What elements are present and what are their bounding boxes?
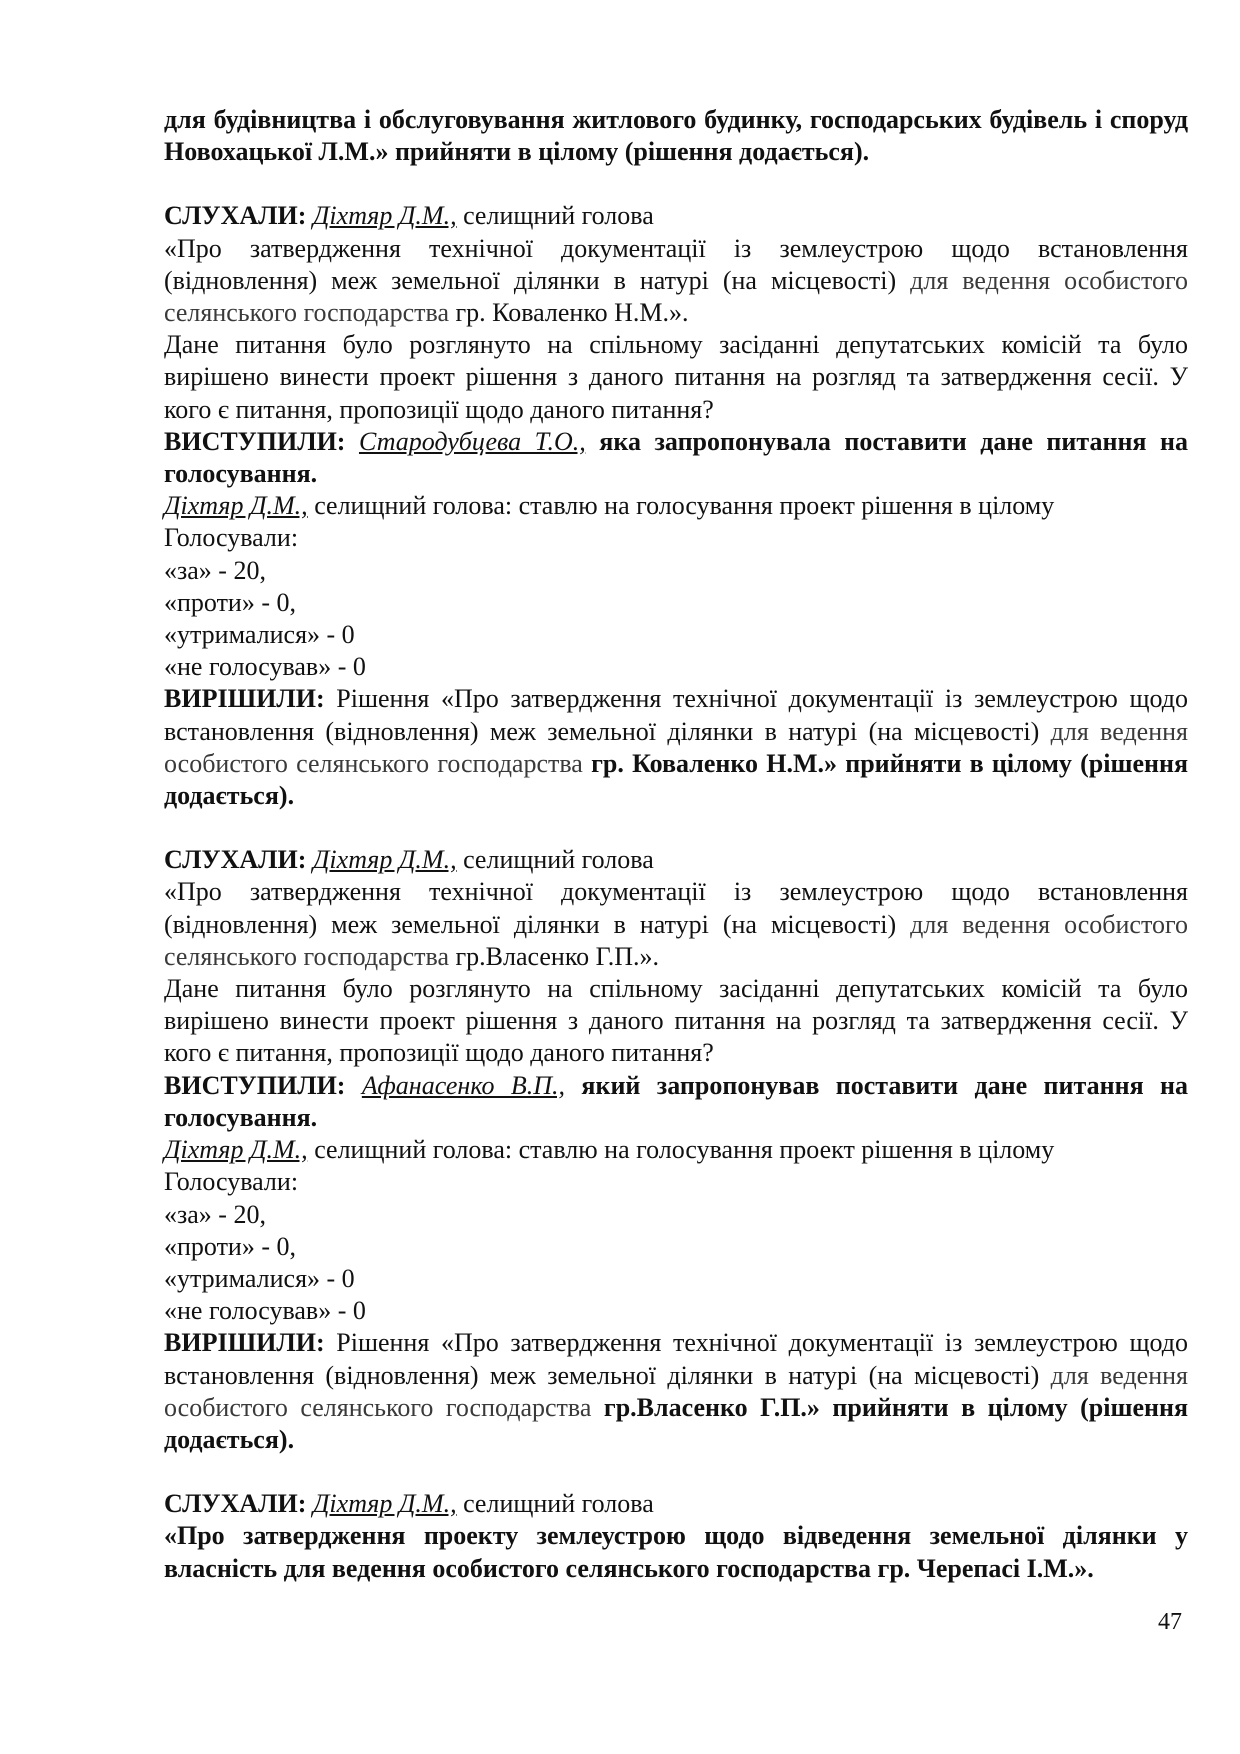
vote-abstained: «утрималися» - 0	[164, 1263, 355, 1293]
topic-paragraph	[164, 876, 1188, 973]
vote-against: «проти» - 0,	[164, 587, 297, 617]
decision-tail: гр. Коваленко Н.М.» прийняти в цілому (рішення додається).	[164, 748, 1189, 811]
agenda-item-1	[164, 200, 1188, 812]
speaker-name: Діхтяр Д.М.,	[312, 1489, 457, 1519]
minutes-body	[164, 104, 1188, 1585]
decision-paragraph	[164, 683, 1188, 812]
vote-for: «за» - 20,	[164, 555, 266, 585]
spoke-label: ВИСТУПИЛИ:	[164, 1070, 346, 1100]
chair-text: селищний голова: ставлю на голосування проект рішення в цілому	[307, 1135, 1055, 1165]
decided-label: ВИРІШИЛИ:	[164, 1328, 325, 1358]
speaker-name: Діхтяр Д.М.,	[164, 491, 308, 521]
topic-paragraph	[164, 233, 1188, 330]
topic-main: «Про затвердження технічної документації із землеустрою щодо встановлення (відновлення) меж земельної ділянки в натурі (на місцевості)	[164, 233, 1188, 295]
spoke-text: яка запропонувала поставити дане питання на голосування.	[164, 426, 1188, 489]
heard-label: СЛУХАЛИ:	[164, 1489, 307, 1519]
voted-label: Голосували:	[164, 1167, 299, 1197]
topic-purpose: для ведення особистого селянського господарства	[164, 909, 1189, 971]
spacer	[164, 168, 1188, 200]
page-number: 47	[1158, 1609, 1182, 1635]
chair-line	[164, 1134, 1188, 1166]
speaker-name: Афанасенко В.П.,	[361, 1070, 566, 1100]
discussion-paragraph: Дане питання було розглянуто на спільному засіданні депутатських комісій та було вирішено винести проект рішення з даного питання на розгляд та затвердження сесії. У кого є питання, пропозиції щодо даного питання?	[164, 330, 1188, 424]
decision-main: Рішення «Про затвердження технічної документації із землеустрою щодо встановлення (відновлення) меж земельної ділянки в натурі (на місцевості)	[164, 684, 1188, 746]
speaker-name: Діхтяр Д.М.,	[312, 845, 457, 875]
topic-main: «Про затвердження технічної документації із землеустрою щодо встановлення (відновлення) меж земельної ділянки в натурі (на місцевості)	[164, 877, 1188, 939]
spoke-label: ВИСТУПИЛИ:	[164, 426, 346, 456]
speaker-role: селищний голова	[456, 845, 654, 875]
heard-label: СЛУХАЛИ:	[164, 845, 307, 875]
chair-text: селищний голова: ставлю на голосування проект рішення в цілому	[307, 491, 1055, 521]
decision-main: Рішення «Про затвердження технічної документації із землеустрою щодо встановлення (відновлення) меж земельної ділянки в натурі (на місцевості)	[164, 1328, 1188, 1390]
speaker-name: Діхтяр Д.М.,	[164, 1135, 308, 1165]
heard-label: СЛУХАЛИ:	[164, 201, 307, 231]
vote-against: «проти» - 0,	[164, 1231, 297, 1261]
spoke-text: який запропонував поставити дане питання на голосування.	[164, 1070, 1188, 1132]
speaker-name: Стародубцева Т.О.,	[358, 426, 586, 456]
intro-text: для будівництва і обслуговування житлового будинку, господарських будівель і споруд Новохацької Л.М.» прийняти в цілому (рішення додається).	[164, 105, 1188, 167]
vote-for: «за» - 20,	[164, 1199, 266, 1229]
discussion-paragraph: Дане питання було розглянуто на спільному засіданні депутатських комісій та було вирішено винести проект рішення з даного питання на розгляд та затвердження сесії. У кого є питання, пропозиції щодо даного питання?	[164, 974, 1188, 1068]
spoke-line	[164, 1070, 1188, 1134]
agenda-item-2	[164, 844, 1188, 1456]
spacer	[164, 812, 1188, 844]
decision-purpose: для ведення особистого селянського господарства	[164, 1360, 1189, 1422]
speaker-role: селищний голова	[456, 1489, 654, 1519]
speaker-name: Діхтяр Д.М.,	[312, 201, 457, 231]
spoke-line	[164, 426, 1188, 490]
heard-line	[164, 200, 1188, 232]
decision-tail: гр.Власенко Г.П.» прийняти в цілому (рішення додається).	[164, 1392, 1189, 1454]
vote-not-voted: «не голосував» - 0	[164, 1296, 366, 1326]
spacer	[164, 1456, 1188, 1488]
intro-paragraph	[164, 104, 1188, 168]
agenda-item-3	[164, 1488, 1188, 1585]
voted-label: Голосували:	[164, 523, 299, 553]
topic-person: гр. Коваленко Н.М.».	[448, 298, 689, 328]
decided-label: ВИРІШИЛИ:	[164, 684, 325, 714]
topic-purpose: для ведення особистого селянського господарства	[164, 265, 1189, 328]
vote-abstained: «утрималися» - 0	[164, 620, 355, 650]
topic-person: гр.Власенко Г.П.».	[448, 941, 660, 971]
speaker-role: селищний голова	[456, 201, 654, 231]
decision-purpose: для ведення особистого селянського господарства	[164, 716, 1189, 778]
heard-line	[164, 844, 1188, 876]
decision-paragraph	[164, 1327, 1188, 1456]
vote-not-voted: «не голосував» - 0	[164, 652, 366, 682]
chair-line	[164, 490, 1188, 522]
heard-line	[164, 1488, 1188, 1520]
topic-paragraph: «Про затвердження проекту землеустрою щодо відведення земельної ділянки у власність для ведення особистого селянського господарства гр. Черепасі І.М.».	[164, 1521, 1188, 1583]
